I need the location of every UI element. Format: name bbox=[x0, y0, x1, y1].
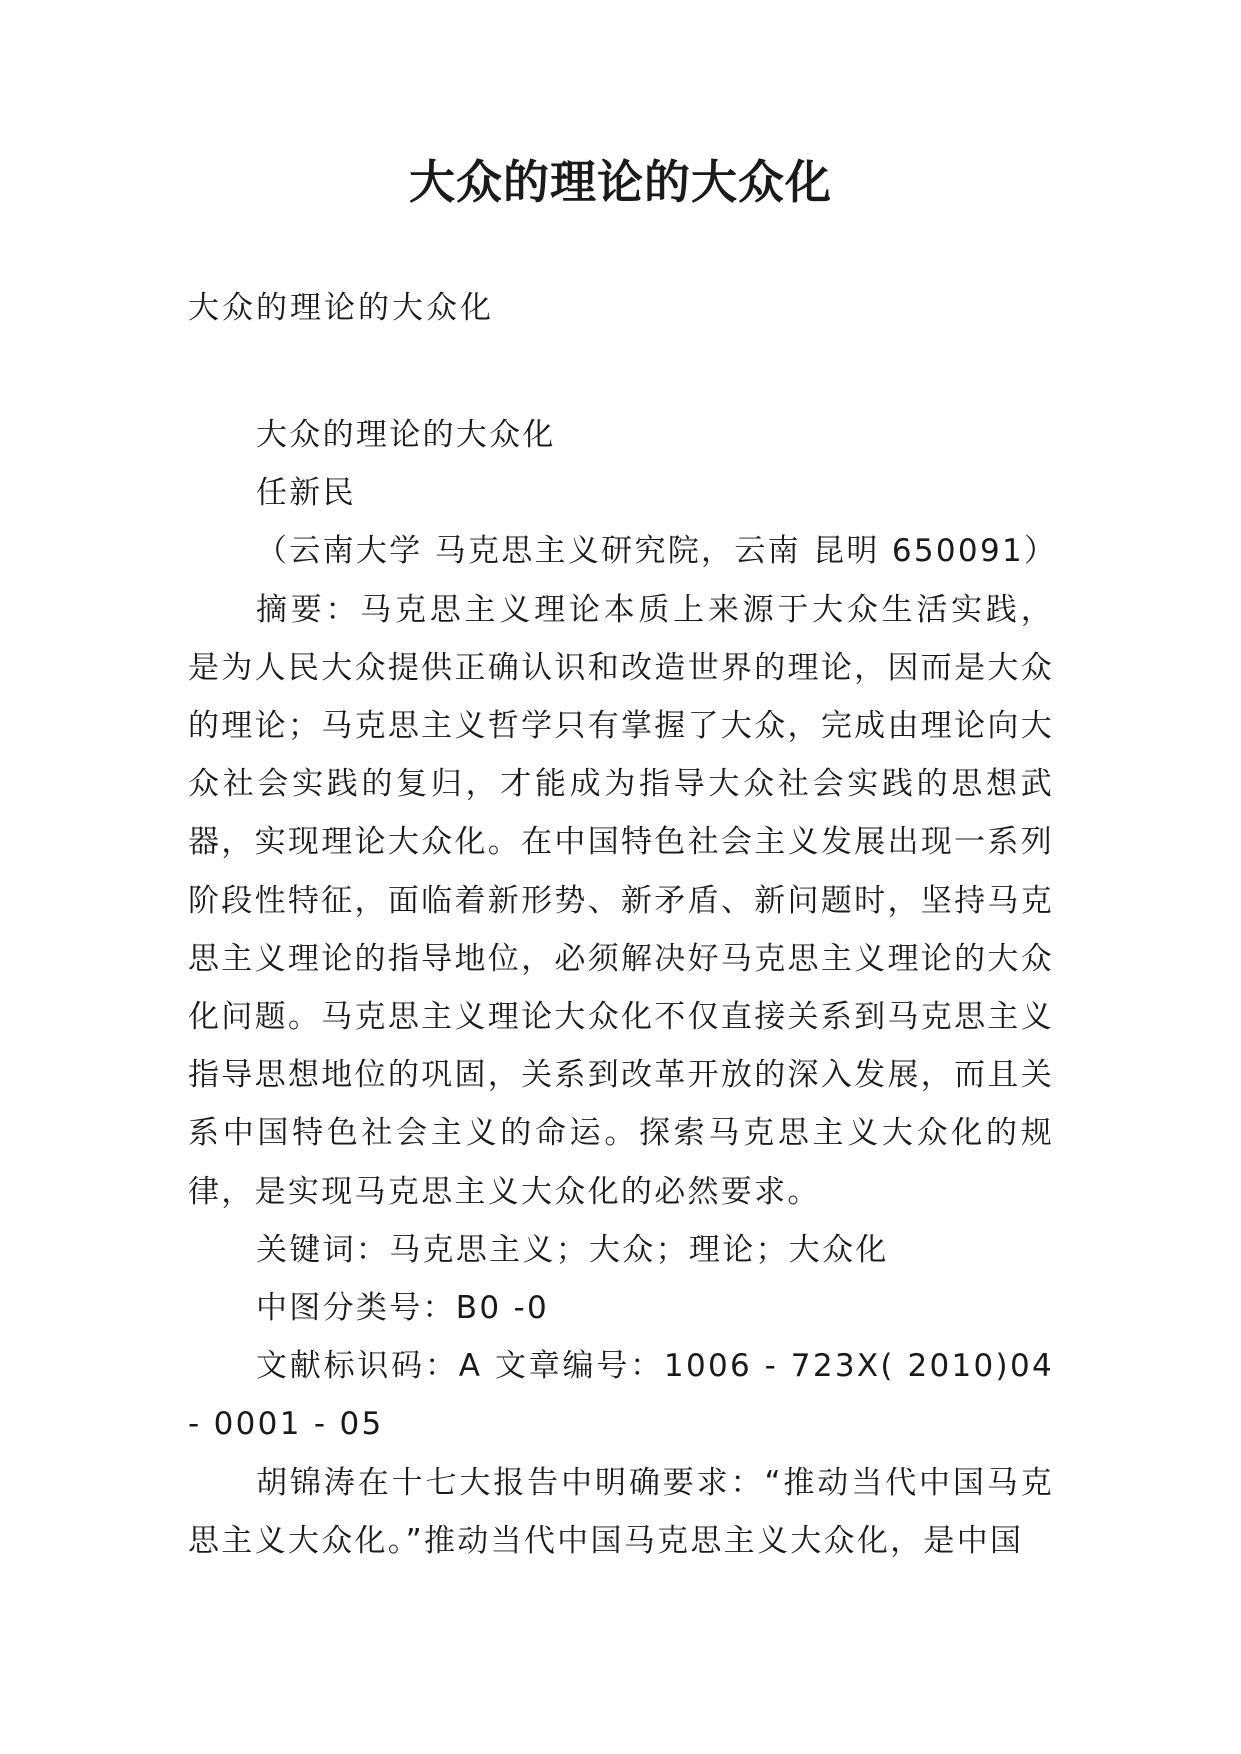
article-classification: 中图分类号：B0 -0 bbox=[256, 1290, 550, 1327]
document-title: 大众的理论的大众化 bbox=[409, 155, 832, 209]
article-body bbox=[188, 406, 1058, 1570]
document-subtitle: 大众的理论的大众化 bbox=[188, 290, 494, 326]
article-abstract: 摘要：马克思主义理论本质上来源于大众生活实践，是为人民大众提供正确认识和改造世界的理论，因而是大众的理论；马克思主义哲学只有掌握了大众，完成由理论向大众社会实践的复归，才能成为指导大众社会实践的思想武器，实现理论大众化。在中国特色社会主义发展出现一系列阶段性特征，面临着新形势、新矛盾、新问题时，坚持马克思主义理论的指导地位，必须解决好马克思主义理论的大众化问题。马克思主义理论大众化不仅直接关系到马克思主义指导思想地位的巩固，关系到改革开放的深入发展，而且关系中国特色社会主义的命运。探索马克思主义大众化的规律，是实现马克思主义大众化的必然要求。 bbox=[188, 591, 1054, 1210]
article-author: 任新民 bbox=[256, 475, 356, 512]
article-keywords: 关键词：马克思主义；大众；理论；大众化 bbox=[256, 1231, 889, 1268]
article-title: 大众的理论的大众化 bbox=[256, 417, 556, 453]
article-affiliation: （云南大学 马克思主义研究院，云南 昆明 650091） bbox=[256, 533, 1058, 570]
article-body-text: 胡锦涛在十七大报告中明确要求：“推动当代中国马克思主义大众化。”推动当代中国马克思主义大众化，是中国 bbox=[188, 1464, 1054, 1559]
article-doc-code: 文献标识码：A 文章编号：1006 - 723X( 2010)04 - 0001 - 05 bbox=[188, 1348, 1054, 1443]
